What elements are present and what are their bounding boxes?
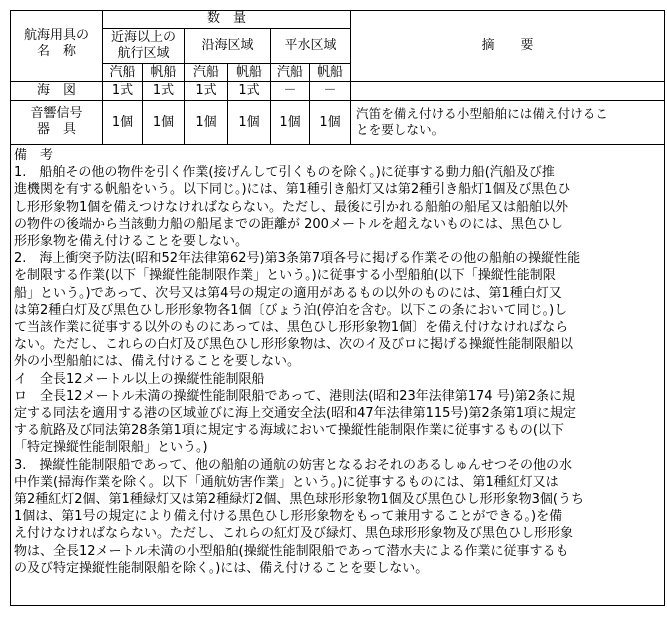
- note-line: 「特定操縦性能制限船」という。): [14, 440, 208, 456]
- quantity-cell: －: [323, 83, 337, 98]
- summary-cell: 汽笛を備え付ける小型船舶には備え付けるこ とを要しない。: [356, 106, 608, 137]
- quantity-header: 数 量: [206, 11, 246, 26]
- quantity-cell: 1個: [238, 115, 260, 130]
- quantity-cell: 1式: [152, 83, 175, 98]
- vessel-type-header: 汽船: [192, 65, 219, 80]
- note-line: イ 全長12メートル以上の操縦性能制限船: [14, 371, 265, 387]
- quantity-cell: 1個: [111, 115, 134, 130]
- summary-header: 摘 要: [481, 38, 534, 53]
- note-line: 中作業(掃海作業を除く。以下「通航妨害作業」という。)に従事するものには、第1種紅灯又は: [14, 474, 559, 490]
- note-line: え付けなければならない。ただし、これらの紅灯及び緑灯、黒色球形形象物及び黒色ひし形形象: [14, 526, 574, 542]
- note-line: 物は、全長12メートル未満の小型船舶(操縦性能制限船であって潜水夫による作業に従事するも: [14, 543, 569, 559]
- item-name-header: 航海用具の 名 称: [23, 28, 89, 59]
- note-line: を制限する作業(以下「操縦性能制限作業」という。)に従事する小型船舶(以下「操縦性能制限: [14, 268, 556, 284]
- quantity-cell: 1個: [279, 115, 301, 130]
- vessel-type-header: 帆船: [316, 65, 343, 80]
- notes-body: [14, 164, 664, 577]
- note-line: ロ 全長12メートル未満の操縦性能制限船であって、港則法(昭和23年法律第174 号)第2条に規: [14, 388, 576, 404]
- note-line: 3. 操縦性能制限船であって、他の船舶の通航の妨害となるおそれのあるしゅんせつその他の水: [14, 457, 573, 473]
- note-line: の及び特定操縦性能制限船を除く。)には、備え付けることを要しない。: [14, 560, 429, 576]
- note-line: 第2種紅灯2個、第1種緑灯又は第2種緑灯2個、黒色球形形象物1個及び黒色ひし形形象物3個(うち: [14, 492, 584, 508]
- vessel-type-header: 汽船: [109, 65, 136, 80]
- notes-heading: 備 考: [14, 148, 54, 163]
- note-line: 2. 海上衝突予防法(昭和52年法律第62号)第3条第7項各号に掲げる作業その他の船舶の操縦性能: [14, 251, 581, 267]
- note-line: 船」という。)であって、次号又は第4号の規定の適用があるもの以外のものには、第1種白灯又: [14, 285, 562, 301]
- note-line: の物件の後端から当該動力船の船尾までの距離が 200メートルを超えないものには、黒色ひし: [14, 216, 563, 232]
- quantity-cell: 1式: [238, 83, 260, 98]
- area-header-offshore: 近海以上の 航行区域: [110, 30, 176, 61]
- vessel-type-header: 汽船: [276, 65, 303, 80]
- row-name: 海 図: [36, 83, 76, 98]
- note-line: し形形象物1個を備えつけなければならない。ただし、最後に引かれる船舶の船尾又は船舶以外: [14, 199, 569, 215]
- note-line: 1. 船舶その他の物件を引く作業(接げんして引くものを除く。)に従事する動力船(汽船及び推: [14, 165, 555, 181]
- quantity-cell: －: [283, 83, 297, 98]
- note-line: 進機関を有する帆船をいう。以下同じ。)には、第1種引き船灯又は第2種引き船灯1個及び黒色ひ: [14, 182, 571, 198]
- note-line: 形形象物を備え付けることを要しない。: [14, 234, 249, 250]
- quantity-cell: 1個: [195, 115, 217, 130]
- quantity-cell: 1式: [111, 83, 134, 98]
- vessel-type-header: 帆船: [150, 65, 177, 80]
- quantity-cell: 1個: [319, 115, 341, 130]
- note-line: 1個は、第1号の規定により備え付ける黒色ひし形形象物をもって兼用することができる。)を備: [14, 509, 563, 525]
- note-line: て当該作業に従事する以外のものにあっては、黒色ひし形形象物1個〕を備え付けなければなら: [14, 320, 569, 336]
- area-header-coastal: 沿海区域: [201, 38, 254, 53]
- vessel-type-header: 帆船: [235, 65, 262, 80]
- notes-section: [14, 147, 664, 577]
- note-line: 定する同法を適用する港の区域並びに海上交通安全法(昭和47年法律第115号)第2条第1項に規定: [14, 406, 577, 422]
- row-name: 音響信号 器 具: [30, 106, 83, 137]
- quantity-cell: 1式: [195, 83, 217, 98]
- note-line: は第2種白灯及び黒色ひし形形象物各1個〔びょう泊(停泊を含む。以下この条において同じ。)し: [14, 302, 568, 318]
- quantity-cell: 1個: [152, 115, 175, 130]
- note-line: ない。ただし、これらの白灯及び黒色ひし形形象物は、次のイ及びロに掲げる操縦性能制限船以: [14, 337, 574, 353]
- area-header-smooth-water: 平水区域: [284, 38, 337, 53]
- note-line: 外の小型船舶には、備え付けることを要しない。: [14, 354, 301, 370]
- note-line: する航路及び同法第28条第1項に規定する海域において操縦性能制限作業に従事するもの(以下: [14, 423, 564, 439]
